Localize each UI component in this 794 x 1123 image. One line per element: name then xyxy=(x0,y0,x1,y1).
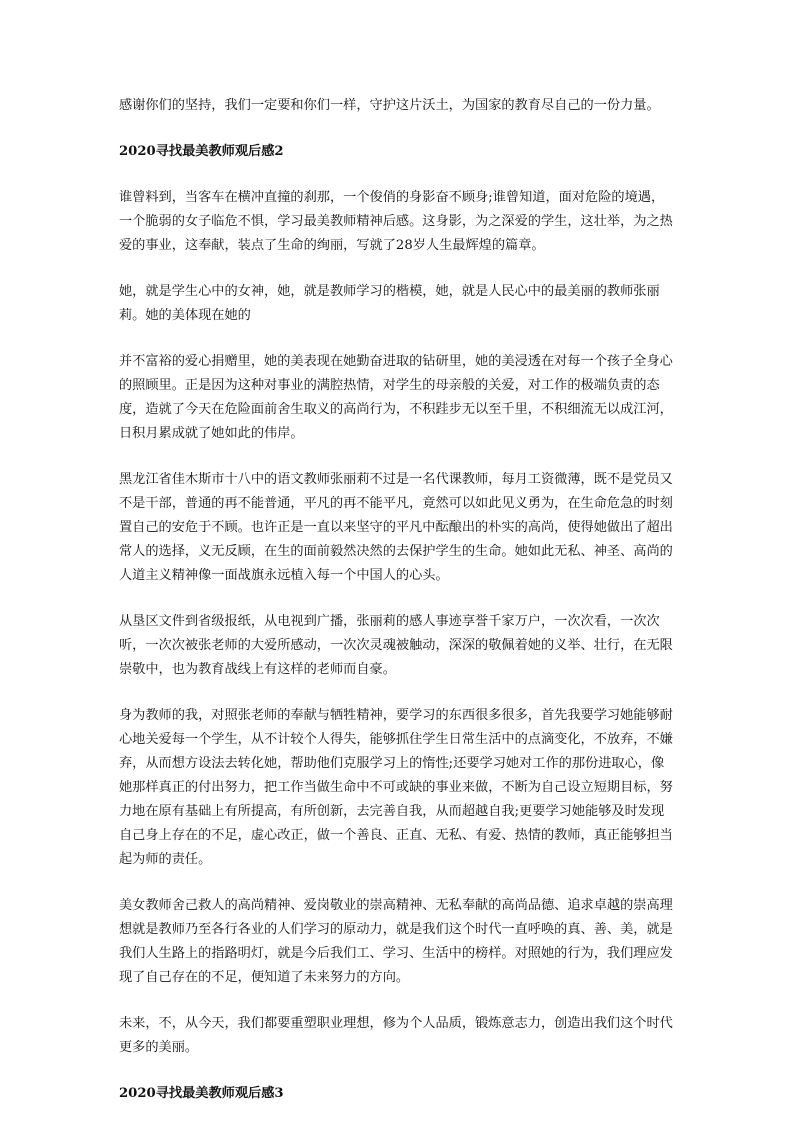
paragraph-spirit: 美女教师舍己救人的高尚精神、爱岗敬业的崇高精神、无私奉献的高尚品德、追求卓越的崇高理想就是教师乃至各行各业的人们学习的原动力，就是我们这个时代一直呼唤的真、善、美，就是我们人生路上的指路明灯，就是今后我们工、学习、生活中的榜样。对照她的行为，我们理应发现了自己存在的不足，便知道了未来努力的方向。 xyxy=(119,898,673,985)
section-heading-2: 2020寻找最美教师观后感2 xyxy=(119,144,284,159)
paragraph-media: 从垦区文件到省级报纸，从电视到广播，张丽莉的感人事迹享誉千家万户，一次次看，一次次听，一次次被张老师的大爱所感动，一次次灵魂被触动，深深的敬佩着她的义举、壮行，在无限崇敬中，也为教育战线上有这样的老师而自豪。 xyxy=(119,614,673,677)
section-heading-3: 2020寻找最美教师观后感3 xyxy=(119,1086,284,1101)
paragraph-heilongjiang: 黑龙江省佳木斯市十八中的语文教师张丽莉不过是一名代课教师，每月工资微薄，既不是党员又不是干部，普通的再不能普通，平凡的再不能平凡，竟然可以如此见义勇为，在生命危急的时刻置自己的安危于不顾。也许正是一直以来坚守的平凡中酝酿出的朴实的高尚，使得她做出了超出常人的选择，义无反顾，在生的面前毅然决然的去保护学生的生命。她如此无私、神圣、高尚的人道主义精神像一面战旗永远植入每一个中国人的心头。 xyxy=(119,472,673,583)
paragraph-beauty: 并不富裕的爱心捐赠里，她的美表现在她勤奋进取的钻研里，她的美浸透在对每一个孩子全身心的照顾里。正是因为这种对事业的满腔热情，对学生的母亲般的关爱，对工作的极端负责的态度，造就了今天在危险面前舍生取义的高尚行为，不积跬步无以至千里，不积细流无以成江河，日积月累成就了她如此的伟岸。 xyxy=(119,354,673,441)
paragraph-intro: 谁曾料到，当客车在横冲直撞的刹那，一个俊俏的身影奋不顾身;谁曾知道，面对危险的境遇，一个脆弱的女子临危不惧，学习最美教师精神后感。这身影，为之深爱的学生，这壮举，为之热爱的事业，这奉献，装点了生命的绚丽，写就了28岁人生最辉煌的篇章。 xyxy=(119,190,673,253)
paragraph-as-teacher: 身为教师的我，对照张老师的奉献与牺牲精神，要学习的东西很多很多，首先我要学习她能够耐心地关爱每一个学生，从不计较个人得失，能够抓住学生日常生活中的点滴变化，不放弃，不嫌弃，从而想方设法去转化她，帮助他们克服学习上的惰性;还要学习她对工作的那份进取心，像她那样真正的付出努力，把工作当做生命中不可或缺的事业来做，不断为自己设立短期目标，努力地在原有基础上有所提高，有所创新，去完善自我，从而超越自我;更要学习她能够及时发现自己身上存在的不足，虚心改正，做一个善良、正直、无私、有爱、热情的教师，真正能够担当起为师的责任。 xyxy=(119,708,673,867)
paragraph-closing-previous: 感谢你们的坚持，我们一定要和你们一样，守护这片沃土，为国家的教育尽自己的一份力量。 xyxy=(119,98,660,113)
document-page xyxy=(119,94,675,1106)
paragraph-goddess: 她，就是学生心中的女神，她，就是教师学习的楷模，她，就是人民心中的最美丽的教师张丽莉。她的美体现在她的 xyxy=(119,284,660,323)
paragraph-future: 未来，不，从今天，我们都要重塑职业理想，修为个人品质，锻炼意志力，创造出我们这个时代更多的美丽。 xyxy=(119,1016,673,1055)
